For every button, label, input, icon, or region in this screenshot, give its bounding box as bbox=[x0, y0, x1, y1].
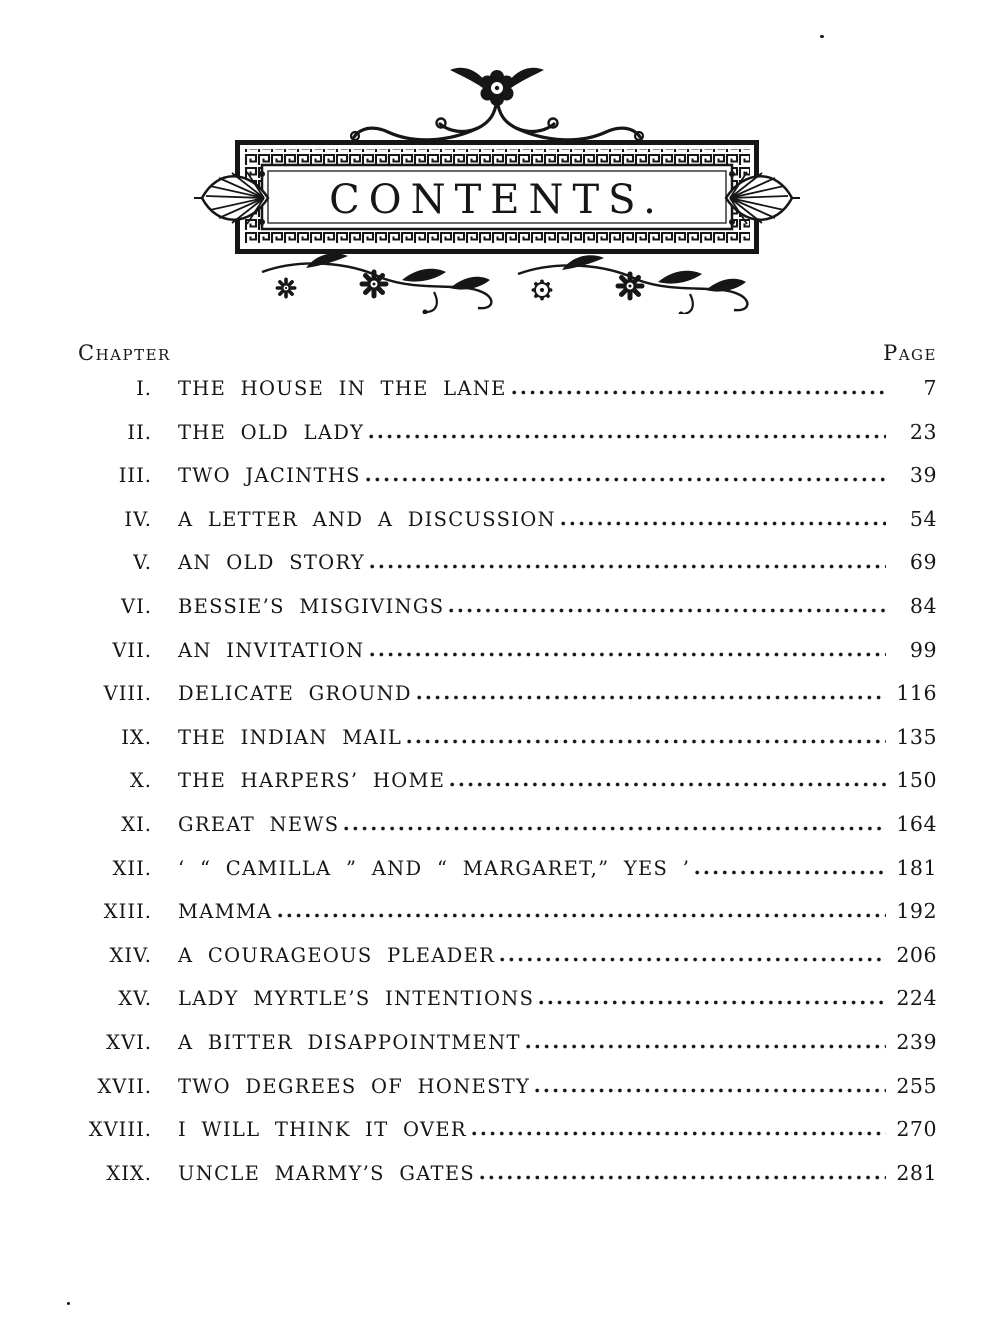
page-number: 84 bbox=[909, 593, 937, 618]
toc-entry bbox=[78, 899, 937, 943]
floral-sprig-left bbox=[262, 253, 491, 314]
toc-entry bbox=[78, 420, 937, 464]
toc-entry bbox=[78, 856, 937, 900]
chapter-title: UNCLE MARMY’S GATES bbox=[178, 1161, 476, 1185]
toc-entry bbox=[78, 943, 937, 987]
chapter-title: DELICATE GROUND bbox=[178, 682, 412, 706]
chapter-numeral: XIV. bbox=[109, 943, 152, 967]
page-title: CONTENTS. bbox=[329, 177, 665, 223]
chapter-title: LADY MYRTLE’S INTENTIONS bbox=[178, 987, 535, 1011]
chapter-numeral: XVIII. bbox=[88, 1118, 152, 1142]
chapter-numeral: IX. bbox=[121, 725, 152, 749]
page-number: 181 bbox=[896, 855, 937, 880]
floral-crest bbox=[351, 68, 643, 140]
toc-entry bbox=[78, 463, 937, 507]
page-number: 39 bbox=[909, 463, 937, 488]
toc-list bbox=[78, 376, 937, 1204]
page-number: 99 bbox=[909, 637, 937, 662]
chapter-title: ‘ “ CAMILLA ” AND “ MARGARET,” YES ’ bbox=[178, 856, 691, 880]
page-number: 224 bbox=[896, 986, 937, 1011]
chapter-title: A LETTER AND A DISCUSSION bbox=[178, 507, 556, 531]
dot-leader bbox=[417, 695, 886, 700]
chapter-title: A BITTER DISAPPOINTMENT bbox=[178, 1030, 521, 1054]
dot-leader bbox=[535, 1088, 886, 1093]
dot-leader bbox=[450, 782, 886, 787]
toc-entry bbox=[78, 725, 937, 769]
page-number: 270 bbox=[896, 1117, 937, 1142]
toc-entry bbox=[78, 1117, 937, 1161]
dot-leader bbox=[480, 1175, 886, 1180]
dot-leader bbox=[369, 434, 886, 439]
toc-entry bbox=[78, 768, 937, 812]
chapter-numeral: VIII. bbox=[103, 682, 152, 706]
chapter-title: THE HARPERS’ HOME bbox=[178, 769, 446, 793]
chapter-numeral: VII. bbox=[112, 638, 152, 662]
page-number: 192 bbox=[896, 899, 937, 924]
toc-entry bbox=[78, 681, 937, 725]
toc-entry bbox=[78, 1030, 937, 1074]
dot-leader bbox=[449, 608, 886, 613]
chapter-title: THE OLD LADY bbox=[178, 420, 365, 444]
toc-entry bbox=[78, 638, 937, 682]
dot-leader bbox=[407, 739, 886, 744]
toc-entry bbox=[78, 1074, 937, 1118]
page-number: 54 bbox=[909, 506, 937, 531]
chapter-column-header: Chapter bbox=[78, 341, 171, 365]
toc-entry bbox=[78, 594, 937, 638]
scan-speck bbox=[820, 35, 824, 38]
chapter-numeral: XIII. bbox=[103, 900, 152, 924]
chapter-title: BESSIE’S MISGIVINGS bbox=[178, 594, 445, 618]
chapter-numeral: XIX. bbox=[106, 1161, 152, 1185]
dot-leader bbox=[539, 1000, 886, 1005]
dot-leader bbox=[366, 477, 886, 482]
page-number: 239 bbox=[896, 1029, 937, 1054]
dot-leader bbox=[344, 826, 886, 831]
page-number: 164 bbox=[896, 811, 937, 836]
chapter-numeral: X. bbox=[129, 769, 152, 793]
toc-column-headers bbox=[78, 342, 937, 364]
chapter-title: TWO DEGREES OF HONESTY bbox=[178, 1074, 531, 1098]
page-column-header: Page bbox=[883, 341, 937, 365]
dot-leader bbox=[500, 957, 886, 962]
page-number: 206 bbox=[896, 942, 937, 967]
page-number: 7 bbox=[923, 376, 937, 400]
chapter-numeral: V. bbox=[133, 551, 152, 575]
page-number: 23 bbox=[909, 419, 937, 444]
chapter-numeral: XV. bbox=[118, 987, 152, 1011]
chapter-title: THE HOUSE IN THE LANE bbox=[178, 377, 507, 400]
page-number: 69 bbox=[909, 550, 937, 575]
dot-leader bbox=[370, 564, 886, 569]
dot-leader bbox=[526, 1044, 886, 1049]
chapter-numeral: XI. bbox=[121, 812, 152, 836]
dot-leader bbox=[561, 521, 886, 526]
table-of-contents bbox=[78, 342, 937, 1204]
contents-ornament bbox=[192, 64, 802, 314]
chapter-numeral: III. bbox=[118, 464, 152, 488]
dot-leader bbox=[370, 652, 886, 657]
chapter-title: AN INVITATION bbox=[178, 638, 365, 662]
dot-leader bbox=[695, 870, 886, 875]
toc-entry bbox=[78, 550, 937, 594]
chapter-numeral: XVI. bbox=[106, 1030, 152, 1054]
page-number: 255 bbox=[896, 1073, 937, 1098]
chapter-title: THE INDIAN MAIL bbox=[178, 725, 403, 749]
chapter-title: A COURAGEOUS PLEADER bbox=[178, 943, 496, 967]
chapter-numeral: II. bbox=[127, 420, 152, 444]
chapter-title: GREAT NEWS bbox=[178, 812, 340, 836]
chapter-numeral: XVII. bbox=[97, 1074, 152, 1098]
toc-entry bbox=[78, 812, 937, 856]
toc-entry bbox=[78, 376, 937, 420]
page-number: 135 bbox=[896, 724, 937, 749]
toc-entry bbox=[78, 986, 937, 1030]
chapter-title: MAMMA bbox=[178, 900, 273, 924]
floral-sprig-right bbox=[518, 255, 747, 314]
chapter-title: AN OLD STORY bbox=[178, 551, 366, 575]
dot-leader bbox=[472, 1131, 886, 1136]
chapter-title: I WILL THINK IT OVER bbox=[178, 1118, 467, 1142]
chapter-numeral: VI. bbox=[121, 594, 152, 618]
dot-leader bbox=[278, 913, 886, 918]
page-number: 116 bbox=[896, 681, 937, 706]
chapter-numeral: XII. bbox=[112, 856, 152, 880]
page-number: 150 bbox=[896, 768, 937, 793]
toc-entry bbox=[78, 1161, 937, 1205]
chapter-numeral: IV. bbox=[124, 507, 152, 531]
page-number: 281 bbox=[896, 1160, 937, 1185]
chapter-numeral: I. bbox=[136, 377, 152, 400]
chapter-title: TWO JACINTHS bbox=[178, 464, 361, 488]
toc-entry bbox=[78, 507, 937, 551]
scan-speck bbox=[67, 1302, 70, 1305]
dot-leader bbox=[512, 390, 886, 395]
